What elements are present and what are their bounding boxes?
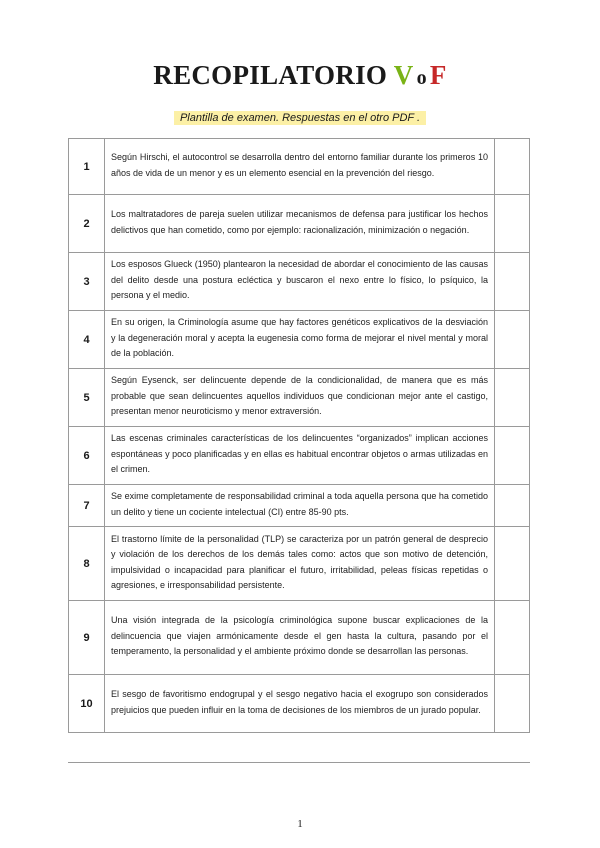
question-number: 8 [69, 527, 105, 601]
answer-cell[interactable] [495, 253, 530, 311]
question-text: Según Hirschi, el autocontrol se desarrolla dentro del entorno familiar durante los primeros 10 años de vida de un menor y es un elemento esencial en la prevención del riesgo. [105, 139, 495, 195]
question-text: Según Eysenck, ser delincuente depende de la condicionalidad, de manera que es más probable que sean delincuentes aquellos individuos que condicionan mejor ante el castigo, presentan menor neuroticismo y menor extraversión. [105, 369, 495, 427]
table-row [69, 527, 530, 601]
question-number: 4 [69, 311, 105, 369]
question-text: En su origen, la Criminología asume que hay factores genéticos explicativos de la desviación y la degeneración moral y acepta la eugenesia como forma de mejorar el nivel mental y moral de la población. [105, 311, 495, 369]
question-number: 9 [69, 601, 105, 675]
table-row [69, 369, 530, 427]
question-number: 6 [69, 427, 105, 485]
question-number: 5 [69, 369, 105, 427]
question-number: 1 [69, 139, 105, 195]
table-row [69, 253, 530, 311]
questions-table [68, 138, 530, 733]
answer-cell[interactable] [495, 311, 530, 369]
subtitle-wrap [0, 108, 600, 126]
table-row [69, 485, 530, 527]
subtitle: Plantilla de examen. Respuestas en el otro PDF . [174, 111, 426, 125]
footer-divider [68, 762, 530, 763]
answer-cell[interactable] [495, 195, 530, 253]
title-main: RECOPILATORIO [153, 60, 388, 90]
table-row [69, 427, 530, 485]
question-text: Los maltratadores de pareja suelen utilizar mecanismos de defensa para justificar los hechos delictivos que han cometido, como por ejemplo: racionalización, minimización o negación. [105, 195, 495, 253]
question-text: Se exime completamente de responsabilidad criminal a toda aquella persona que ha cometido un delito y tiene un cociente intelectual (CI) entre 85-90 pts. [105, 485, 495, 527]
table-row [69, 601, 530, 675]
question-text: Las escenas criminales características de los delincuentes “organizados” implican acciones espontáneas y poco planificadas y en ellas es habitual encontrar objetos o armas utilizadas en el crimen. [105, 427, 495, 485]
title-v: V [393, 60, 414, 90]
table-row [69, 675, 530, 733]
page-title [0, 60, 600, 91]
answer-cell[interactable] [495, 527, 530, 601]
table-row [69, 195, 530, 253]
answer-cell[interactable] [495, 675, 530, 733]
answer-cell[interactable] [495, 369, 530, 427]
question-number: 10 [69, 675, 105, 733]
question-number: 7 [69, 485, 105, 527]
question-number: 2 [69, 195, 105, 253]
title-o: o [416, 67, 427, 89]
table-row [69, 139, 530, 195]
table-row [69, 311, 530, 369]
question-text: Una visión integrada de la psicología criminológica supone buscar explicaciones de la delincuencia que viajen armónicamente desde el gen hasta la cultura, pasando por el temperamento, la personalidad y el ambiente próximo donde se desarrollan las personas. [105, 601, 495, 675]
answer-cell[interactable] [495, 601, 530, 675]
answer-cell[interactable] [495, 139, 530, 195]
answer-cell[interactable] [495, 485, 530, 527]
answer-cell[interactable] [495, 427, 530, 485]
page-number: 1 [297, 818, 303, 830]
question-text: Los esposos Glueck (1950) plantearon la necesidad de abordar el conocimiento de las causas del delito desde una postura ecléctica y buscaron el nexo entre lo físico, lo psíquico, la persona y el medio. [105, 253, 495, 311]
question-number: 3 [69, 253, 105, 311]
question-text: El trastorno límite de la personalidad (TLP) se caracteriza por un patrón general de desprecio y violación de los derechos de los demás tales como: actos que son motivo de detención, impulsividad o incapacidad para planificar el futuro, irritabilidad, peleas físicas repetidas o agresiones, e irresponsabilidad persistente. [105, 527, 495, 601]
question-text: El sesgo de favoritismo endogrupal y el sesgo negativo hacia el exogrupo son considerados prejuicios que pueden influir en la toma de decisiones de los miembros de un jurado popular. [105, 675, 495, 733]
title-f: F [429, 60, 447, 90]
